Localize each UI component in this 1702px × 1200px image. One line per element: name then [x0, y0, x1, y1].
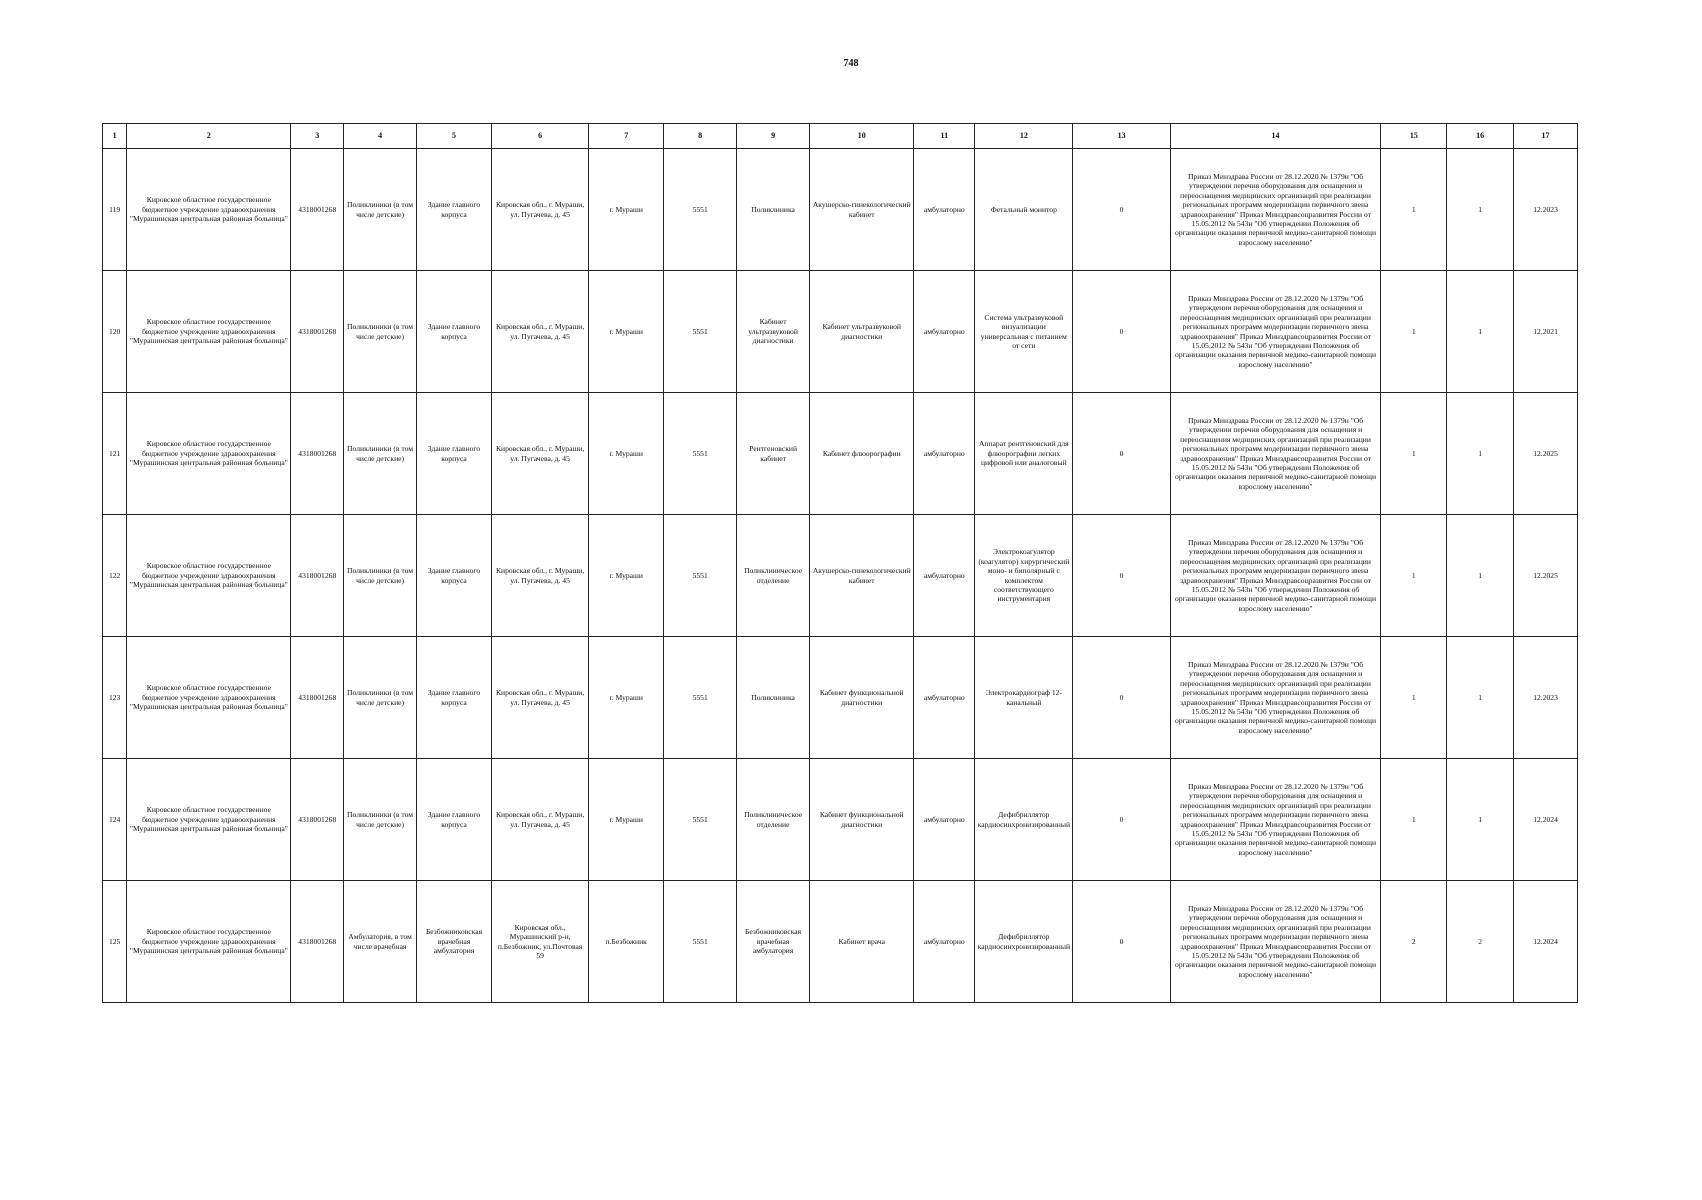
address: Кировская обл., г. Мураши, ул. Пугачева, д. 45	[491, 637, 588, 759]
column-16-value: 1	[1447, 759, 1514, 881]
organization-name: Кировское областное государственное бюджетное учреждение здравоохранения "Мурашинская центральная районная больница"	[127, 515, 291, 637]
organization-name: Кировское областное государственное бюджетное учреждение здравоохранения "Мурашинская центральная районная больница"	[127, 149, 291, 271]
locality: г. Мураши	[589, 515, 664, 637]
legal-basis: Приказ Минздрава России от 28.12.2020 № 1379н "Об утверждении перечня оборудования для оснащения и переоснащения медицинских организаций при реализации региональных программ модернизации первичного звена здравоохранения" Приказ Минздравсоцразвития России от 15.05.2012 № 543н "Об утверждении Положения об организации оказания первичной медико-санитарной помощи взрослому населению"	[1170, 271, 1381, 393]
code: 5551	[664, 759, 737, 881]
equipment: Электрокоагулятор (коагулятор) хирургический моно- и биполярный с комплектом соответствующего инструментария	[975, 515, 1073, 637]
code: 5551	[664, 149, 737, 271]
table-row	[103, 759, 1578, 881]
inn-code: 4318001268	[291, 881, 344, 1003]
column-15-value: 1	[1381, 271, 1447, 393]
due-date: 12.2023	[1514, 637, 1578, 759]
column-16-value: 1	[1447, 637, 1514, 759]
facility-type: Поликлиники (в том числе детские)	[344, 637, 417, 759]
equipment: Аппарат рентгеновский для флюорографии легких цифровой или аналоговый	[975, 393, 1073, 515]
equipment: Дефибриллятор кардиосинхронизированный	[975, 759, 1073, 881]
column-13-value: 0	[1073, 393, 1170, 515]
building-name: Здание главного корпуса	[417, 759, 492, 881]
locality: п.Безбожник	[589, 881, 664, 1003]
column-16-value: 2	[1447, 881, 1514, 1003]
row-number: 121	[103, 393, 127, 515]
locality: г. Мураши	[589, 637, 664, 759]
department: Поликлиническое отделение	[737, 759, 810, 881]
column-header: 1	[103, 124, 127, 149]
code: 5551	[664, 637, 737, 759]
legal-basis: Приказ Минздрава России от 28.12.2020 № 1379н "Об утверждении перечня оборудования для оснащения и переоснащения медицинских организаций при реализации региональных программ модернизации первичного звена здравоохранения" Приказ Минздравсоцразвития России от 15.05.2012 № 543н "Об утверждении Положения об организации оказания первичной медико-санитарной помощи взрослому населению"	[1170, 515, 1381, 637]
address: Кировская обл., г. Мураши, ул. Пугачева, д. 45	[491, 515, 588, 637]
due-date: 12.2021	[1514, 271, 1578, 393]
building-name: Здание главного корпуса	[417, 149, 492, 271]
legal-basis: Приказ Минздрава России от 28.12.2020 № 1379н "Об утверждении перечня оборудования для оснащения и переоснащения медицинских организаций при реализации региональных программ модернизации первичного звена здравоохранения" Приказ Минздравсоцразвития России от 15.05.2012 № 543н "Об утверждении Положения об организации оказания первичной медико-санитарной помощи взрослому населению"	[1170, 759, 1381, 881]
inn-code: 4318001268	[291, 149, 344, 271]
organization-name: Кировское областное государственное бюджетное учреждение здравоохранения "Мурашинская центральная районная больница"	[127, 759, 291, 881]
column-15-value: 1	[1381, 393, 1447, 515]
column-13-value: 0	[1073, 271, 1170, 393]
column-header: 14	[1170, 124, 1381, 149]
column-header: 8	[664, 124, 737, 149]
organization-name: Кировское областное государственное бюджетное учреждение здравоохранения "Мурашинская центральная районная больница"	[127, 271, 291, 393]
column-header: 4	[344, 124, 417, 149]
due-date: 12.2025	[1514, 515, 1578, 637]
due-date: 12.2024	[1514, 759, 1578, 881]
page-number: 748	[843, 58, 859, 69]
column-header: 9	[737, 124, 810, 149]
building-name: Здание главного корпуса	[417, 637, 492, 759]
column-header: 15	[1381, 124, 1447, 149]
inn-code: 4318001268	[291, 271, 344, 393]
building-name: Безбожниковская врачебная амбулатория	[417, 881, 492, 1003]
due-date: 12.2024	[1514, 881, 1578, 1003]
column-header: 2	[127, 124, 291, 149]
legal-basis: Приказ Минздрава России от 28.12.2020 № 1379н "Об утверждении перечня оборудования для оснащения и переоснащения медицинских организаций при реализации региональных программ модернизации первичного звена здравоохранения" Приказ Минздравсоцразвития России от 15.05.2012 № 543н "Об утверждении Положения об организации оказания первичной медико-санитарной помощи взрослому населению"	[1170, 881, 1381, 1003]
column-13-value: 0	[1073, 637, 1170, 759]
code: 5551	[664, 881, 737, 1003]
table-row	[103, 271, 1578, 393]
table-row	[103, 637, 1578, 759]
column-header: 7	[589, 124, 664, 149]
organization-name: Кировское областное государственное бюджетное учреждение здравоохранения "Мурашинская центральная районная больница"	[127, 637, 291, 759]
cabinet: Кабинет функциональной диагностики	[810, 759, 914, 881]
table-row	[103, 393, 1578, 515]
row-number: 124	[103, 759, 127, 881]
column-16-value: 1	[1447, 149, 1514, 271]
column-13-value: 0	[1073, 515, 1170, 637]
department: Рентгеновский кабинет	[737, 393, 810, 515]
address: Кировская обл., г. Мураши, ул. Пугачева, д. 45	[491, 149, 588, 271]
table-row	[103, 881, 1578, 1003]
column-16-value: 1	[1447, 271, 1514, 393]
department: Поликлиника	[737, 637, 810, 759]
column-header: 10	[810, 124, 914, 149]
building-name: Здание главного корпуса	[417, 271, 492, 393]
inn-code: 4318001268	[291, 759, 344, 881]
facility-type: Поликлиники (в том числе детские)	[344, 393, 417, 515]
address: Кировская обл., г. Мураши, ул. Пугачева, д. 45	[491, 759, 588, 881]
inn-code: 4318001268	[291, 515, 344, 637]
care-mode: амбулаторно	[914, 393, 975, 515]
cabinet: Кабинет флюорографии	[810, 393, 914, 515]
table-row	[103, 149, 1578, 271]
care-mode: амбулаторно	[914, 881, 975, 1003]
care-mode: амбулаторно	[914, 515, 975, 637]
facility-type: Амбулатория, в том числе врачебная	[344, 881, 417, 1003]
locality: г. Мураши	[589, 393, 664, 515]
address: Кировская обл., г. Мураши, ул. Пугачева, д. 45	[491, 271, 588, 393]
equipment-table	[102, 123, 1578, 1003]
facility-type: Поликлиники (в том числе детские)	[344, 515, 417, 637]
cabinet: Кабинет ультразвуковой диагностики	[810, 271, 914, 393]
legal-basis: Приказ Минздрава России от 28.12.2020 № 1379н "Об утверждении перечня оборудования для оснащения и переоснащения медицинских организаций при реализации региональных программ модернизации первичного звена здравоохранения" Приказ Минздравсоцразвития России от 15.05.2012 № 543н "Об утверждении Положения об организации оказания первичной медико-санитарной помощи взрослому населению"	[1170, 149, 1381, 271]
organization-name: Кировское областное государственное бюджетное учреждение здравоохранения "Мурашинская центральная районная больница"	[127, 393, 291, 515]
address: Кировская обл., Мурашинский р-н, п.Безбожник, ул.Почтовая 59	[491, 881, 588, 1003]
equipment: Система ультразвуковой визуализации универсальная с питанием от сети	[975, 271, 1073, 393]
column-header: 6	[491, 124, 588, 149]
code: 5551	[664, 515, 737, 637]
cabinet: Кабинет врача	[810, 881, 914, 1003]
row-number: 119	[103, 149, 127, 271]
row-number: 125	[103, 881, 127, 1003]
organization-name: Кировское областное государственное бюджетное учреждение здравоохранения "Мурашинская центральная районная больница"	[127, 881, 291, 1003]
column-13-value: 0	[1073, 759, 1170, 881]
column-16-value: 1	[1447, 515, 1514, 637]
column-header: 5	[417, 124, 492, 149]
address: Кировская обл., г. Мураши, ул. Пугачева, д. 45	[491, 393, 588, 515]
column-header: 3	[291, 124, 344, 149]
cabinet: Акушерско-гинекологический кабинет	[810, 149, 914, 271]
code: 5551	[664, 393, 737, 515]
due-date: 12.2025	[1514, 393, 1578, 515]
column-15-value: 1	[1381, 637, 1447, 759]
row-number: 120	[103, 271, 127, 393]
building-name: Здание главного корпуса	[417, 393, 492, 515]
table-row	[103, 515, 1578, 637]
care-mode: амбулаторно	[914, 149, 975, 271]
facility-type: Поликлиники (в том числе детские)	[344, 759, 417, 881]
department: Безбожниковская врачебная амбулатория	[737, 881, 810, 1003]
row-number: 122	[103, 515, 127, 637]
equipment: Электрокардиограф 12-канальный	[975, 637, 1073, 759]
care-mode: амбулаторно	[914, 637, 975, 759]
locality: г. Мураши	[589, 271, 664, 393]
column-16-value: 1	[1447, 393, 1514, 515]
due-date: 12.2023	[1514, 149, 1578, 271]
column-15-value: 1	[1381, 759, 1447, 881]
care-mode: амбулаторно	[914, 759, 975, 881]
column-header: 16	[1447, 124, 1514, 149]
column-15-value: 1	[1381, 515, 1447, 637]
department: Поликлиника	[737, 149, 810, 271]
column-header: 11	[914, 124, 975, 149]
code: 5551	[664, 271, 737, 393]
cabinet: Акушерско-гинекологический кабинет	[810, 515, 914, 637]
column-header: 17	[1514, 124, 1578, 149]
row-number: 123	[103, 637, 127, 759]
building-name: Здание главного корпуса	[417, 515, 492, 637]
inn-code: 4318001268	[291, 637, 344, 759]
equipment: Дефибриллятор кардиосинхронизированный	[975, 881, 1073, 1003]
department: Кабинет ультразвуковой диагностики	[737, 271, 810, 393]
facility-type: Поликлиники (в том числе детские)	[344, 149, 417, 271]
facility-type: Поликлиники (в том числе детские)	[344, 271, 417, 393]
department: Поликлиническое отделение	[737, 515, 810, 637]
column-15-value: 2	[1381, 881, 1447, 1003]
column-header: 13	[1073, 124, 1170, 149]
legal-basis: Приказ Минздрава России от 28.12.2020 № 1379н "Об утверждении перечня оборудования для оснащения и переоснащения медицинских организаций при реализации региональных программ модернизации первичного звена здравоохранения" Приказ Минздравсоцразвития России от 15.05.2012 № 543н "Об утверждении Положения об организации оказания первичной медико-санитарной помощи взрослому населению"	[1170, 637, 1381, 759]
column-13-value: 0	[1073, 149, 1170, 271]
equipment: Фетальный монитор	[975, 149, 1073, 271]
column-13-value: 0	[1073, 881, 1170, 1003]
locality: г. Мураши	[589, 759, 664, 881]
locality: г. Мураши	[589, 149, 664, 271]
column-number-row	[103, 124, 1578, 149]
care-mode: амбулаторно	[914, 271, 975, 393]
legal-basis: Приказ Минздрава России от 28.12.2020 № 1379н "Об утверждении перечня оборудования для оснащения и переоснащения медицинских организаций при реализации региональных программ модернизации первичного звена здравоохранения" Приказ Минздравсоцразвития России от 15.05.2012 № 543н "Об утверждении Положения об организации оказания первичной медико-санитарной помощи взрослому населению"	[1170, 393, 1381, 515]
inn-code: 4318001268	[291, 393, 344, 515]
column-header: 12	[975, 124, 1073, 149]
cabinet: Кабинет функциональной диагностики	[810, 637, 914, 759]
column-15-value: 1	[1381, 149, 1447, 271]
